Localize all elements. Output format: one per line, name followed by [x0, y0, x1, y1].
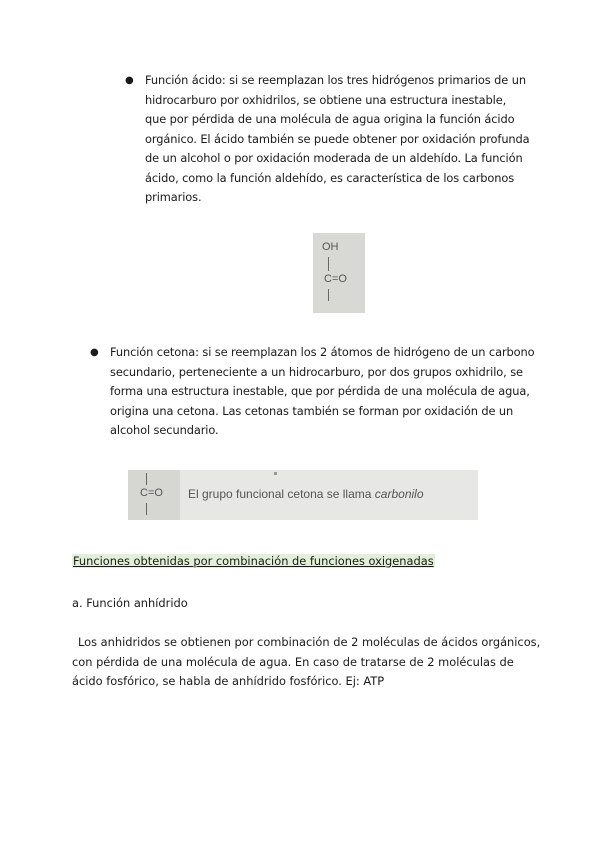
text-line: con pérdida de una molécula de agua. En caso de tratarse de 2 moléculas de — [72, 654, 514, 669]
bullet-dot-icon: ● — [125, 75, 134, 86]
text-line: alcohol secundario. — [110, 423, 219, 437]
figure-caption — [188, 487, 424, 501]
text-line: secundario, perteneciente a un hidrocarburo, por dos grupos oxhidrilo, se — [110, 364, 523, 379]
text-line: que por pérdida de una molécula de agua origina la función ácido — [145, 112, 515, 126]
section-heading: Funciones obtenidas por combinación de funciones oxigenadas — [73, 554, 434, 568]
caption-text: El grupo funcional cetona se llama — [188, 487, 372, 501]
scan-artifact — [274, 472, 277, 475]
paragraph-anhidridos — [72, 633, 542, 692]
text-line: ácido fosfórico, se habla de anhídrido fosfórico. Ej: ATP — [72, 674, 385, 688]
carbonyl-figure — [128, 470, 478, 520]
figure-co-label: C=O — [140, 487, 163, 499]
bond-line — [328, 289, 329, 301]
bullet-funcion-acido — [125, 71, 545, 208]
text-line: orgánico. El ácido también se puede obtener por oxidación profunda — [145, 131, 530, 146]
caption-italic-term: carbonilo — [374, 487, 424, 501]
bond-line — [146, 503, 147, 515]
bullet-dot-icon: ● — [90, 347, 99, 358]
text-line: de un alcohol o por oxidación moderada de un aldehído. La función — [145, 151, 523, 165]
text-line: hidrocarburo por oxhidrilos, se obtiene una estructura inestable, — [145, 92, 507, 107]
text-line: ácido, como la función aldehído, es característica de los carbonos — [145, 170, 515, 185]
figure-co-label: C=O — [324, 273, 347, 285]
carbonyl-structure-box — [128, 470, 180, 520]
text-line: Función cetona: si se reemplazan los 2 átomos de hidrógeno de un carbono — [110, 345, 535, 359]
paragraph-funcion-acido — [145, 71, 545, 208]
text-line: Función ácido: si se reemplazan los tres hidrógenos primarios de un — [145, 73, 526, 87]
text-line: Los anhidridos se obtienen por combinación de 2 moléculas de ácidos orgánicos, — [78, 635, 541, 649]
bond-line — [146, 473, 147, 485]
text-line: primarios. — [145, 190, 202, 204]
text-line: origina una cetona. Las cetonas también se forman por oxidación de un — [110, 403, 514, 418]
carboxyl-structure-figure — [313, 233, 365, 313]
list-item-anhidrido: a. Función anhídrido — [72, 596, 188, 610]
text-line: forma una estructura inestable, que por pérdida de una molécula de agua, — [110, 384, 530, 398]
bond-line — [328, 257, 329, 271]
paragraph-funcion-cetona — [110, 343, 535, 441]
bullet-funcion-cetona — [90, 343, 535, 441]
figure-oh-label: OH — [322, 241, 339, 253]
